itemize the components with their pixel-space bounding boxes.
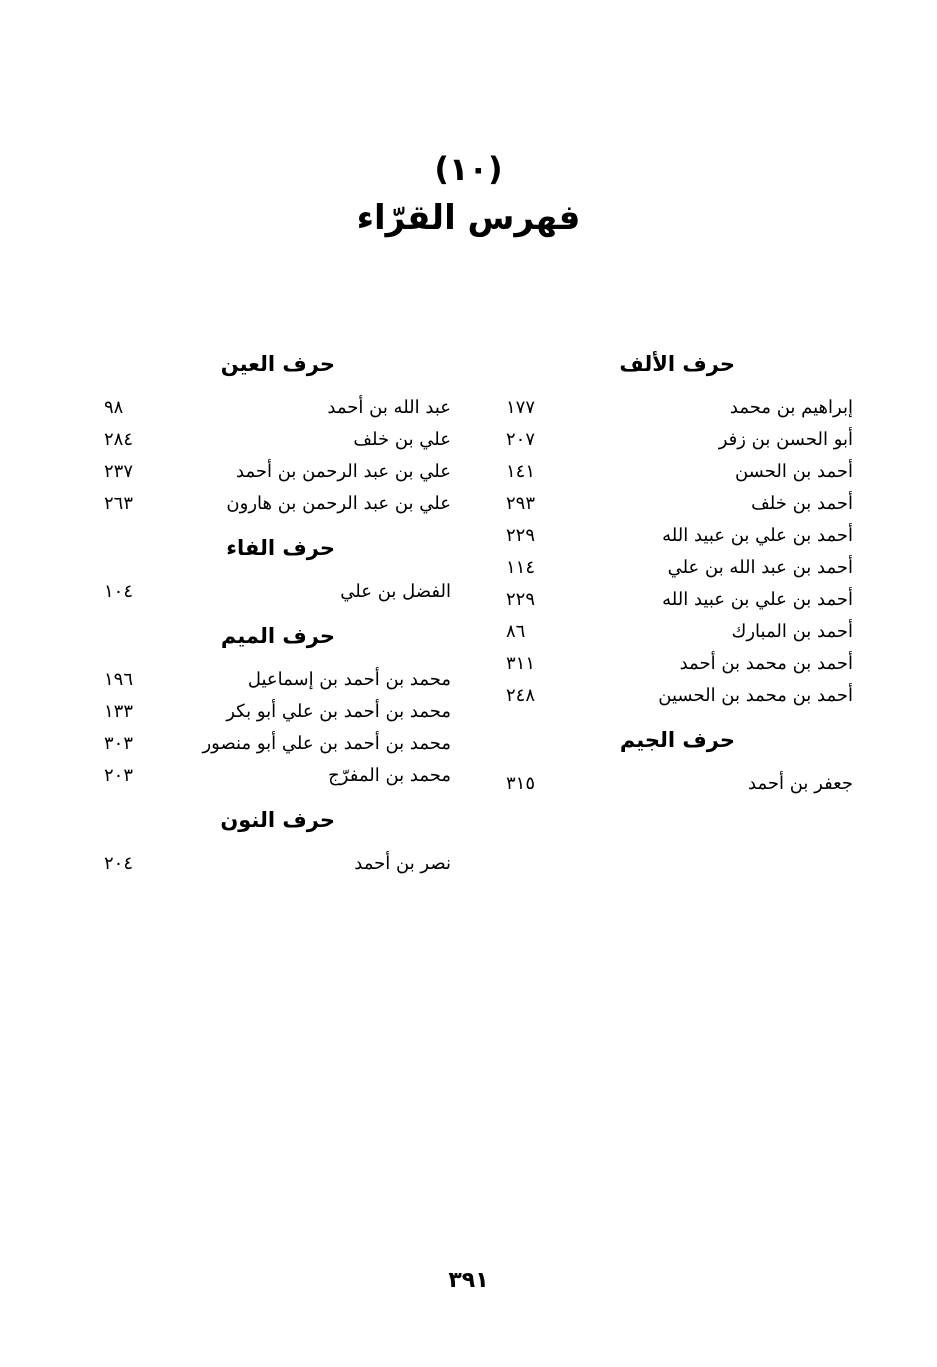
entry-name: محمد بن أحمد بن علي أبو منصور [202, 733, 451, 754]
index-entry [500, 488, 857, 520]
entry-name: محمد بن أحمد بن علي أبو بكر [226, 701, 451, 722]
index-entry [100, 848, 455, 880]
index-entry [100, 696, 455, 728]
entry-page: ٢٦٣ [104, 493, 134, 514]
section-heading-ain: حرف العين [220, 352, 335, 376]
index-entry [100, 424, 455, 456]
index-entry [100, 488, 455, 520]
index-entry [500, 680, 857, 712]
entry-name: محمد بن المفرّج [328, 765, 451, 786]
entry-page: ٨٦ [506, 621, 526, 642]
entry-page: ٢٨٤ [104, 429, 134, 450]
entry-page: ١٧٧ [506, 397, 536, 418]
index-number: (١٠) [434, 150, 503, 188]
section-heading-fa: حرف الفاء [226, 536, 335, 560]
entry-page: ٢٢٩ [506, 525, 536, 546]
section-ain-entries [100, 392, 455, 520]
index-entry [500, 392, 857, 424]
section-alif-entries [500, 392, 857, 712]
section-heading-mim: حرف الميم [220, 624, 335, 648]
index-entry [100, 576, 455, 608]
entry-name: الفضل بن علي [340, 581, 451, 602]
index-entry [500, 456, 857, 488]
entry-page: ٣٠٣ [104, 733, 134, 754]
section-fa-entries [100, 576, 455, 608]
entry-name: عبد الله بن أحمد [327, 397, 451, 418]
entry-page: ٢٣٧ [104, 461, 134, 482]
index-entry [500, 424, 857, 456]
section-heading-jim: حرف الجيم [619, 728, 735, 752]
entry-name: نصر بن أحمد [354, 853, 451, 874]
index-entry [500, 552, 857, 584]
entry-name: علي بن خلف [353, 429, 451, 450]
entry-name: علي بن عبد الرحمن بن هارون [226, 493, 451, 514]
section-heading-alif: حرف الألف [619, 352, 735, 376]
entry-name: أحمد بن خلف [751, 493, 853, 514]
entry-page: ٢٩٣ [506, 493, 536, 514]
entry-name: أبو الحسن بن زفر [718, 429, 853, 450]
entry-page: ٣١١ [506, 653, 536, 674]
index-entry [100, 392, 455, 424]
section-heading-nun: حرف النون [220, 808, 335, 832]
entry-name: أحمد بن الحسن [734, 461, 853, 482]
entry-page: ١٠٤ [104, 581, 134, 602]
entry-page: ١١٤ [506, 557, 536, 578]
index-entry [500, 648, 857, 680]
index-entry [100, 664, 455, 696]
index-entry [500, 520, 857, 552]
index-entry [500, 616, 857, 648]
entry-page: ١٣٣ [104, 701, 134, 722]
entry-page: ٢٠٧ [506, 429, 536, 450]
entry-name: علي بن عبد الرحمن بن أحمد [236, 461, 451, 482]
section-jim-entries [500, 768, 857, 800]
section-mim-entries [100, 664, 455, 792]
entry-name: جعفر بن أحمد [748, 773, 853, 794]
index-entry [500, 584, 857, 616]
entry-page: ٢٠٣ [104, 765, 134, 786]
section-nun-entries [100, 848, 455, 880]
entry-page: ٢٤٨ [506, 685, 536, 706]
page-number: ٣٩١ [448, 1268, 489, 1293]
index-entry [100, 456, 455, 488]
entry-name: أحمد بن عبد الله بن علي [667, 557, 853, 578]
entry-page: ١٤١ [506, 461, 536, 482]
entry-page: ٣١٥ [506, 773, 536, 794]
page-title: فهرس القرّاء [356, 198, 581, 238]
entry-name: إبراهيم بن محمد [729, 397, 853, 418]
index-column-right [500, 340, 857, 808]
entry-name: أحمد بن علي بن عبيد الله [662, 525, 853, 546]
entry-page: ٩٨ [104, 397, 124, 418]
entry-name: أحمد بن محمد بن الحسين [658, 685, 853, 706]
entry-page: ٢٠٤ [104, 853, 134, 874]
entry-name: محمد بن أحمد بن إسماعيل [247, 669, 451, 690]
index-entry [100, 728, 455, 760]
entry-page: ١٩٦ [104, 669, 134, 690]
index-entry [100, 760, 455, 792]
entry-page: ٢٢٩ [506, 589, 536, 610]
index-entry [500, 768, 857, 800]
entry-name: أحمد بن علي بن عبيد الله [662, 589, 853, 610]
entry-name: أحمد بن المبارك [731, 621, 853, 642]
entry-name: أحمد بن محمد بن أحمد [679, 653, 853, 674]
index-column-left [100, 340, 455, 888]
